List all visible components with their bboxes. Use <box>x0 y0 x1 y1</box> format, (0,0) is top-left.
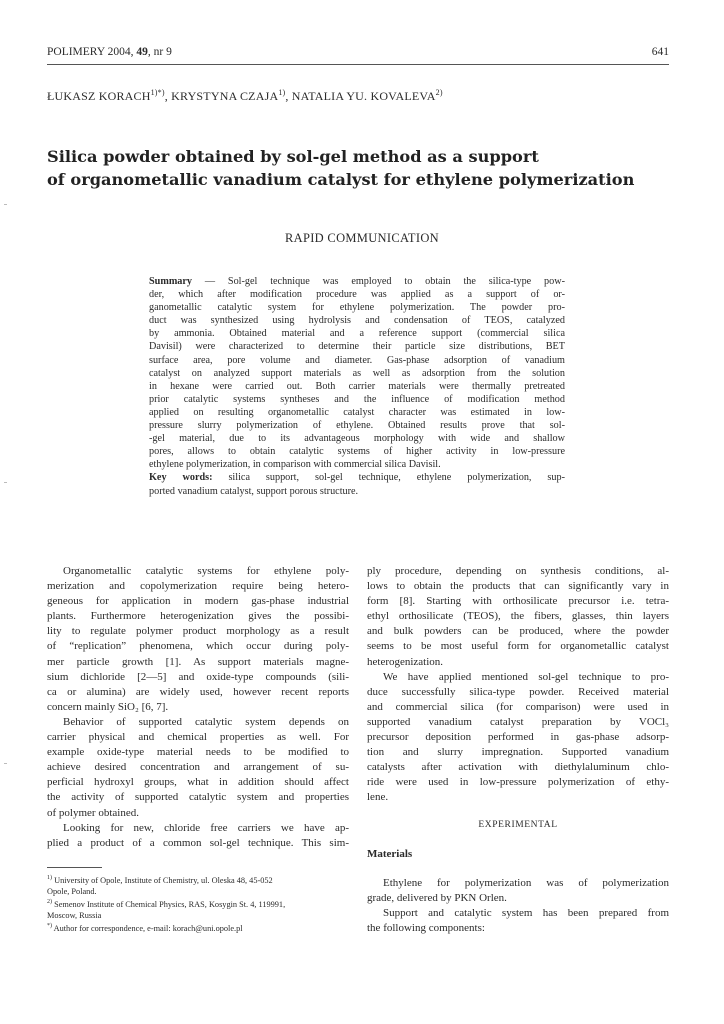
body-line: catalysts after activation with diethylaluminum chlo- <box>367 761 669 774</box>
footnote-line: *) Author for correspondence, e-mail: korach@uni.opole.pl <box>47 923 243 934</box>
body-line: Ethylene for polymerization was of polymerization <box>383 877 669 889</box>
body-line: achieve desired concentration and arrangement of su- <box>47 761 349 774</box>
body-line: geneous for application in modern gas-phase industrial <box>47 595 349 608</box>
body-column-right <box>367 564 669 806</box>
footnote-line: $^{1)}$ University of Opole, Institute of Chemistry, ul. Oleska 48, 45-052 <box>47 875 273 885</box>
abstract-line: duct was synthesized using hydrolysis and condensation of TEOS, catalyzed <box>149 315 565 327</box>
body-line: carrier physical and chemical properties as well. For <box>47 731 349 744</box>
abstract-line: prior catalytic systems syntheses and the influence of modification method <box>149 393 565 405</box>
footnote-mark: 2) <box>47 899 52 906</box>
affiliation-mark: 1) <box>278 88 286 97</box>
body-line: Behavior of supported catalytic system depends on <box>63 715 349 728</box>
running-head <box>47 46 669 62</box>
author-name: ŁUKASZ KORACH <box>47 89 151 103</box>
body-line: seems to be most useful form for organometallic catalyst <box>367 640 669 653</box>
abstract <box>149 275 565 498</box>
author-list: ŁUKASZ $KORACH^{1)*)}$, KRYSTYNA CZAJA$^{1)}$, NATALIA YU. KOVALEVA$^{2)}$ <box>47 88 443 103</box>
body-line: grade, delivered by PKN Orlen. <box>367 892 507 905</box>
keywords-line: Key words: silica support, sol-gel technique, ethylene polymerization, sup- <box>149 472 565 484</box>
body-line: sium dichloride [2—5] and oxide-type compounds (sili- <box>47 670 349 683</box>
body-line: Organometallic catalytic systems for ethylene poly- <box>63 565 349 577</box>
body-line: Looking for new, chloride free carriers we have ap- <box>63 821 349 834</box>
page-number: 641 <box>651 46 669 58</box>
body-line: lows to obtain the products that can significantly vary in <box>367 580 669 593</box>
body-line: ca or alumina) are widely used, however recent reports <box>47 685 349 698</box>
abstract-line: pores, allows to obtain catalytic systems of higher activity in low-pressure <box>149 446 565 458</box>
body-line: lene. <box>367 791 389 804</box>
keywords-line: ported vanadium catalyst, support porous structure. <box>149 485 359 497</box>
abstract-line: Davisil) were characterized to determine their particle size distributions, BET <box>149 341 565 353</box>
journal-volume: 49 <box>136 46 148 58</box>
body-line: example oxide-type material needs to be modified to <box>47 746 349 759</box>
scan-mark <box>4 204 7 205</box>
body-line: mer particle growth [1]. As support materials magne- <box>47 655 349 668</box>
body-line: Support and catalytic system has been prepared from <box>383 907 669 920</box>
abstract-line: ethylene polymerization, in comparison with commercial silica Davisil. <box>149 459 441 471</box>
footnote-line: $^{2)}$ Semenov Institute of Chemical Physics, RAS, Kosygin St. 4, 119991, <box>47 899 286 909</box>
body-line: the activity of supported catalytic system and properties <box>47 791 349 804</box>
section-heading-experimental: EXPERIMENTAL <box>478 820 558 830</box>
scan-mark <box>4 763 7 764</box>
body-line: ride were used in low-pressure polymerization of ethy- <box>367 776 669 789</box>
body-line: perficial hydroxyl groups, what in addition should affect <box>47 776 349 789</box>
abstract-line: surface area, pore volume and diameter. Gas-phase adsorption of vanadium <box>149 354 565 366</box>
body-line: We have applied mentioned sol-gel technique to pro- <box>383 670 669 683</box>
body-line: form [8]. Starting with orthosilicate precursor i.e. tetra- <box>367 595 669 608</box>
body-line: tion and slurry impregnation. Supported vanadium <box>367 746 669 759</box>
subsection-heading-materials: Materials <box>367 848 413 860</box>
footnote-line: Opole, Poland. <box>47 886 97 896</box>
header-rule <box>47 64 669 65</box>
title-line: of organometallic vanadium catalyst for ethylene polymerization <box>47 170 635 189</box>
summary-label: Summary <box>149 276 193 287</box>
author-name: NATALIA YU. KOVALEVA <box>291 89 436 103</box>
affiliation-mark: 1)*) <box>150 88 165 97</box>
body-line: ply procedure, depending on synthesis conditions, al- <box>367 565 669 577</box>
body-line: the following components: <box>367 922 485 935</box>
paper-title <box>47 145 687 191</box>
abstract-line: by ammonia. Obtained material and a reference support (commercial silica <box>149 328 565 340</box>
abstract-line: ganometallic catalytic system for ethylene polymerization. The powder pro- <box>149 302 565 314</box>
author-name: KRYSTYNA CZAJA <box>171 89 279 103</box>
body-line: precursor deposition performed in gas-phase adsorp- <box>367 731 669 744</box>
body-line: concern mainly SiO₂ [6, 7]. <box>47 700 169 713</box>
abstract-line: pressure slurry polymerization of ethylene. Obtained results prove that sol- <box>149 420 565 432</box>
footnote-line: Moscow, Russia <box>47 911 102 921</box>
abstract-line: der, which after modification procedure was applied as a support of or- <box>149 289 565 301</box>
scan-mark <box>4 482 7 483</box>
footnote-mark: *) <box>47 923 52 930</box>
body-column-left <box>47 564 349 851</box>
abstract-line: Summary — Sol-gel technique was employed to obtain the silica-type pow- <box>149 276 565 287</box>
body-line: ethyl orthosilicate (TEOS), the fibers, glasses, thin layers <box>367 610 669 623</box>
footnote-rule <box>47 867 102 868</box>
body-line: of “replication” phenomena, which occur during poly- <box>47 640 349 653</box>
title-line: Silica powder obtained by sol-gel method as a support <box>47 147 539 166</box>
body-line: and bulk powders can be produced, where the powder <box>367 625 669 638</box>
body-line: lity to regulate polymer product morphology as a result <box>47 625 349 638</box>
body-line: and commercial silica (for comparison) were used in <box>367 700 669 713</box>
abstract-line: applied on resulting organometallic catalyst character was estimated in low- <box>149 406 565 418</box>
body-line: duce successfully silica-type powder. Received material <box>367 685 669 698</box>
body-line: supported vanadium catalyst preparation by VOCl₃ <box>367 715 669 728</box>
body-line: plants. Furthermore heterogenization gives the possibi- <box>47 610 349 623</box>
materials-text <box>367 876 669 936</box>
body-line: merization and copolymerization require being hetero- <box>47 580 349 593</box>
body-line: plied a product of a common sol-gel technique. This sim- <box>47 836 349 849</box>
abstract-line: in hexane were carried out. Both carrier materials were thermally pretreated <box>149 380 565 392</box>
footnotes <box>47 873 357 934</box>
journal-reference: POLIMERY 2004, 49, nr 9 <box>47 46 172 58</box>
abstract-line: catalyst on analyzed support materials as well as adsorption from the solution <box>149 367 565 379</box>
body-line: heterogenization. <box>367 655 444 668</box>
abstract-line: -gel material, due to its advantageous morphology with wide and shallow <box>149 433 565 445</box>
section-type: RAPID COMMUNICATION <box>285 231 439 245</box>
keywords-label: Key words: <box>149 472 213 484</box>
affiliation-mark: 2) <box>435 88 443 97</box>
body-line: of polymer obtained. <box>47 806 139 819</box>
footnote-mark: 1) <box>47 875 52 881</box>
